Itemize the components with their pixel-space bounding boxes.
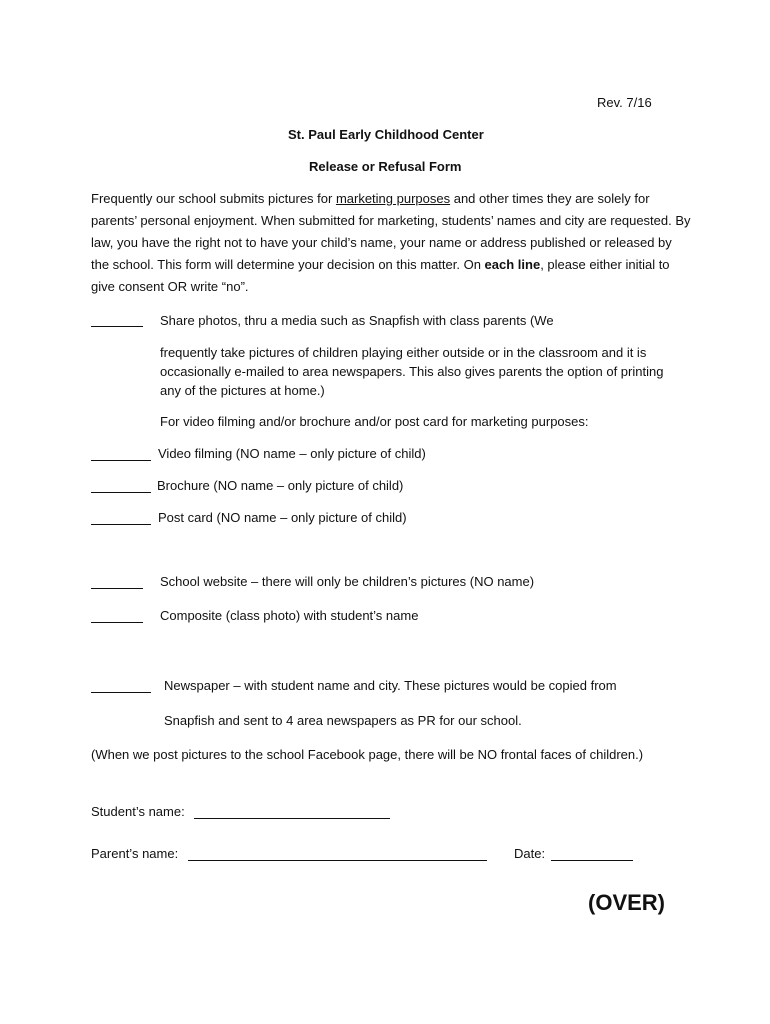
intro-paragraph: [91, 188, 691, 298]
share-photos-initial-blank[interactable]: [91, 326, 143, 327]
share-photos-details: frequently take pictures of children playing either outside or in the classroom and it is occasionally e-mailed to area newspapers. This also gives parents the option of printing any of the pictures at home.): [160, 345, 664, 398]
school-website-label: School website – there will only be children’s pictures (NO name): [160, 574, 535, 589]
parent-name-label: Parent’s name:: [91, 846, 179, 861]
brochure-label: Brochure (NO name – only picture of child): [157, 478, 404, 493]
composite-label: Composite (class photo) with student’s name: [160, 608, 419, 623]
postcard-label: Post card (NO name – only picture of child): [158, 510, 407, 525]
newspaper-initial-blank[interactable]: [91, 692, 151, 693]
composite-initial-blank[interactable]: [91, 622, 143, 623]
video-brochure-intro: For video filming and/or brochure and/or post card for marketing purposes:: [160, 414, 589, 429]
facebook-note: (When we post pictures to the school Facebook page, there will be NO frontal faces of children.): [91, 747, 644, 762]
postcard-initial-blank[interactable]: [91, 524, 151, 525]
date-label: Date:: [514, 846, 546, 861]
video-filming-initial-blank[interactable]: [91, 460, 151, 461]
date-field[interactable]: [551, 860, 633, 861]
video-filming-label: Video filming (NO name – only picture of child): [158, 446, 426, 461]
each-line-text: each line: [484, 257, 541, 272]
parent-name-field[interactable]: [188, 860, 487, 861]
marketing-purposes-text: marketing purposes: [335, 191, 451, 206]
form-title: Release or Refusal Form: [309, 159, 462, 174]
student-name-label: Student’s name:: [91, 804, 185, 819]
share-photos-label: Share photos, thru a media such as Snapfish with class parents (We: [160, 313, 554, 328]
brochure-initial-blank[interactable]: [91, 492, 151, 493]
over-label: (OVER): [588, 890, 665, 915]
intro-text-1: Frequently our school submits pictures for: [91, 191, 336, 206]
newspaper-details: Snapfish and sent to 4 area newspapers as PR for our school.: [164, 713, 522, 728]
school-website-initial-blank[interactable]: [91, 588, 143, 589]
org-name: St. Paul Early Childhood Center: [288, 127, 484, 142]
intro-text-3: , please either initial to give consent OR write “no”.: [91, 257, 670, 294]
newspaper-label: Newspaper – with student name and city. These pictures would be copied from: [164, 678, 617, 693]
intro-text-2: and other times they are solely for parents’ personal enjoyment. When submitted for marketing, students’ names and city are requested. By law, you have the right not to have your child’s name, your name or address published or released by the school. This form will determine your decision on this matter. On: [91, 191, 691, 272]
student-name-field[interactable]: [194, 818, 390, 819]
revision-label: Rev. 7/16: [597, 95, 652, 110]
